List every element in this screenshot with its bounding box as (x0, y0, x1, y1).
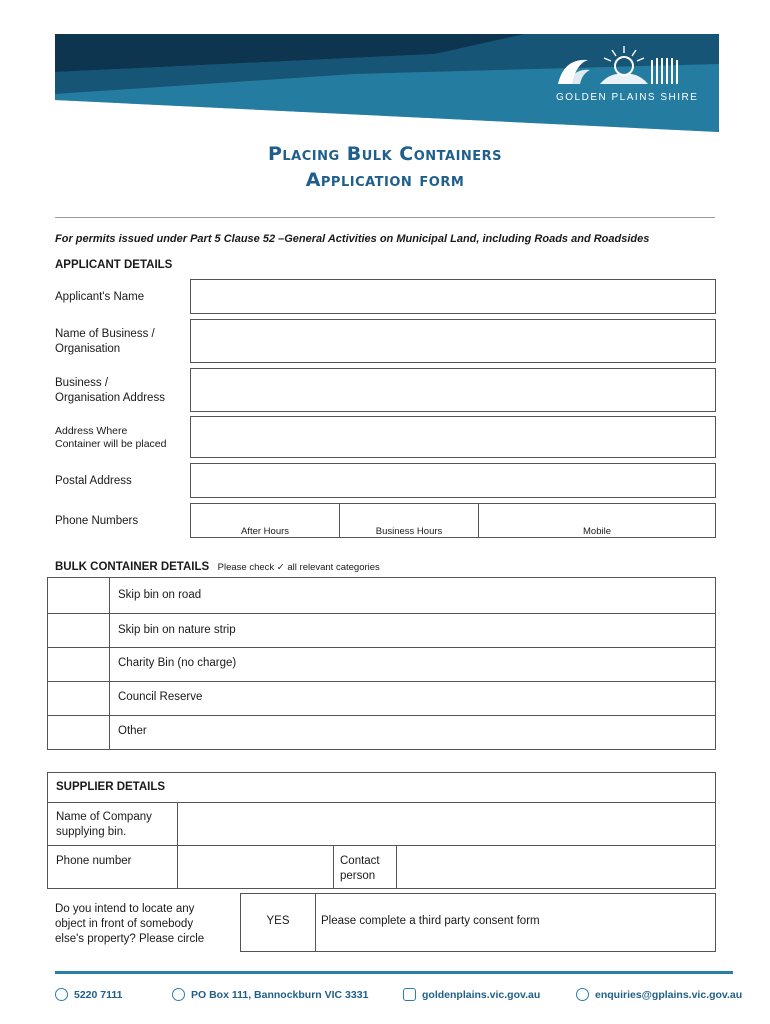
form-title: Placing Bulk Containers (267, 143, 503, 165)
phone-after-hours-field[interactable] (190, 503, 340, 538)
business-address-field[interactable] (190, 368, 716, 412)
contact-field[interactable] (397, 846, 715, 888)
bulk-option-label: Charity Bin (no charge) (118, 657, 237, 669)
contact-label-line2: person (340, 870, 376, 882)
bulk-option-checkbox[interactable] (48, 715, 109, 749)
phone-numbers-label: Phone Numbers (55, 515, 139, 527)
applicant-name-label: Applicant's Name (55, 291, 145, 303)
phone-after-hours-caption: After Hours (240, 526, 290, 537)
footer-address-text: PO Box 111, Bannockburn VIC 3331 (191, 988, 369, 1001)
container-address-label (55, 425, 166, 451)
footer-address (172, 988, 368, 1001)
bulk-option-row (48, 578, 715, 614)
contact-label-line1: Contact (340, 855, 380, 867)
permit-intro: For permits issued under Part 5 Clause 52 –General Activities on Municipal Land, including Roads and Roadsides (55, 233, 650, 245)
computer-icon (403, 988, 416, 1001)
business-address-label-line1: Business / (55, 377, 109, 389)
title-divider (55, 217, 715, 218)
company-field[interactable] (178, 803, 715, 845)
consent-box (240, 893, 716, 952)
bulk-option-checkbox[interactable] (48, 681, 109, 715)
brand-name: GOLDEN PLAINS SHIRE (556, 92, 699, 103)
form-subtitle: Application form (305, 169, 465, 191)
phone-icon (55, 988, 68, 1001)
footer-web (403, 988, 540, 1001)
bulk-option-label: Council Reserve (118, 691, 203, 703)
bulk-option-row (48, 681, 715, 716)
email-icon (576, 988, 589, 1001)
shire-logo-icon (554, 44, 682, 90)
company-label-line2: supplying bin. (56, 826, 127, 838)
footer-email-link[interactable]: enquiries@gplains.vic.gov.au (595, 988, 743, 1001)
phone-mobile-caption: Mobile (583, 526, 611, 537)
bulk-option-checkbox[interactable] (48, 613, 109, 647)
consent-question (55, 902, 204, 947)
bulk-options-table (47, 577, 716, 750)
bulk-option-row (48, 613, 715, 648)
postal-address-label: Postal Address (55, 475, 132, 487)
supplier-heading: SUPPLIER DETAILS (56, 781, 166, 793)
footer-rule (55, 971, 733, 974)
bulk-heading: BULK CONTAINER DETAILS (55, 561, 210, 573)
phone-business-hours-field[interactable] (339, 503, 479, 538)
footer-phone (55, 988, 122, 1001)
supplier-phone-field[interactable] (178, 846, 333, 888)
contact-label (340, 854, 380, 884)
supplier-phone-label: Phone number (56, 855, 132, 867)
bulk-option-label: Other (118, 725, 147, 737)
consent-question-line2: object in front of somebody (55, 918, 194, 930)
phone-business-hours-caption: Business Hours (375, 526, 443, 537)
consent-yes-option[interactable]: YES (266, 915, 290, 927)
bulk-option-checkbox[interactable] (48, 647, 109, 681)
bulk-option-row (48, 647, 715, 682)
company-label-line1: Name of Company (56, 811, 152, 823)
phone-mobile-field[interactable] (478, 503, 716, 538)
applicant-heading: APPLICANT DETAILS (55, 259, 173, 271)
bulk-option-label: Skip bin on nature strip (118, 624, 236, 636)
business-name-label-line2: Organisation (55, 343, 121, 355)
business-name-field[interactable] (190, 319, 716, 363)
supplier-divider (333, 846, 334, 888)
bulk-option-checkbox[interactable] (48, 578, 109, 612)
applicant-name-field[interactable] (190, 279, 716, 314)
business-name-label-line1: Name of Business / (55, 328, 155, 340)
container-address-label-line2: Container will be placed (55, 438, 167, 450)
bulk-option-row (48, 715, 715, 749)
bulk-heading-row (55, 557, 380, 575)
consent-divider (315, 894, 316, 951)
footer-email (576, 988, 742, 1001)
footer-phone-text: 5220 7111 (74, 988, 123, 1001)
supplier-table (47, 772, 716, 889)
container-address-field[interactable] (190, 416, 716, 458)
business-name-label (55, 327, 155, 357)
consent-question-line3: else's property? Please circle (55, 933, 205, 945)
footer-web-link[interactable]: goldenplains.vic.gov.au (422, 988, 541, 1001)
company-label (56, 810, 152, 840)
bulk-note: Please check ✓ all relevant categories (217, 562, 380, 573)
container-address-label-line1: Address Where (55, 425, 128, 437)
consent-question-line1: Do you intend to locate any (55, 903, 195, 915)
postal-address-field[interactable] (190, 463, 716, 498)
consent-instruction: Please complete a third party consent form (321, 915, 540, 927)
business-address-label (55, 376, 165, 406)
mail-icon (172, 988, 185, 1001)
bulk-option-label: Skip bin on road (118, 589, 202, 601)
business-address-label-line2: Organisation Address (55, 392, 165, 404)
